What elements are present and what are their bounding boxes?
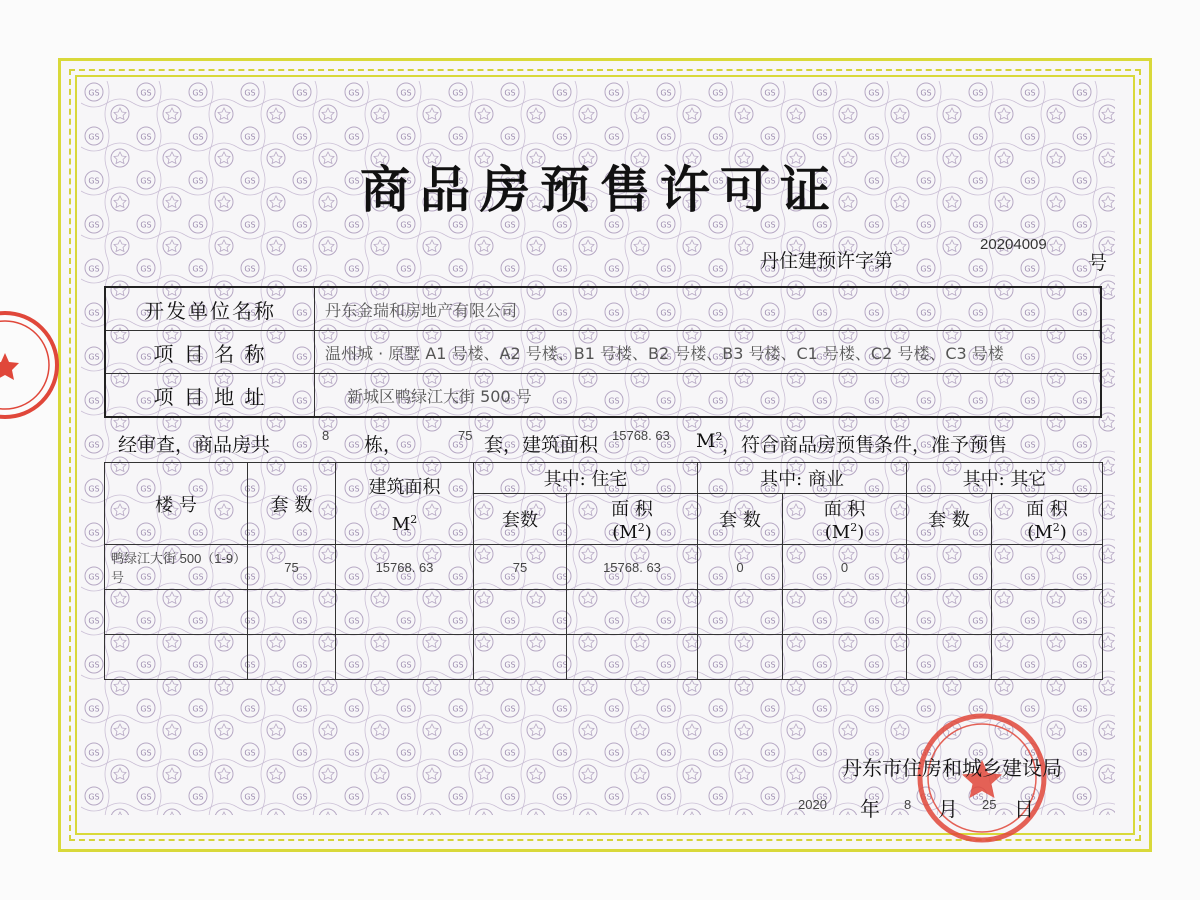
table-row <box>105 635 1103 680</box>
left-official-seal <box>0 300 70 430</box>
project-address-label: 项 目 地 址 <box>106 374 315 416</box>
subheader-res-area-unit: $(M^2)$ <box>612 521 652 543</box>
subheader-com-area-unit-m: (M <box>824 522 851 543</box>
subheader-res-area-unit-m: (M <box>612 522 638 543</box>
header-building-no: 楼 号 <box>105 463 248 545</box>
table-row <box>105 590 1103 635</box>
cell-com-area: 0 <box>783 545 907 590</box>
project-name-label: 项 目 名 称 <box>106 331 315 373</box>
cell-units <box>248 635 336 680</box>
permit-number: 20204009 <box>980 236 1047 253</box>
approval-units: 75 <box>458 428 473 443</box>
header-units: 套 数 <box>248 463 336 545</box>
subheader-oth-area <box>992 494 1103 545</box>
issuing-authority: 丹东市住房和城乡建设局 <box>842 756 1062 780</box>
header-commercial: 其中: 商业 <box>698 463 907 494</box>
approval-text-1: 经审查，商品房共 <box>118 434 271 456</box>
cell-com-units: 0 <box>698 545 783 590</box>
cell-res-units <box>474 590 567 635</box>
header-floor-area-unit-m: M <box>391 513 411 535</box>
date-year-label: 年 <box>860 797 880 821</box>
header-residential: 其中: 住宅 <box>474 463 698 494</box>
date-day: 25 <box>982 797 997 812</box>
subheader-oth-area-unit-m: (M <box>1027 522 1053 543</box>
project-address-value: 新城区鸭绿江大街 500 号 <box>347 386 532 406</box>
permit-prefix: 丹住建预许字第 <box>760 250 894 272</box>
cell-units: 75 <box>248 545 336 590</box>
cell-oth-units <box>907 545 992 590</box>
cell-area <box>336 635 474 680</box>
header-floor-area-unit: $M^2$ <box>391 512 418 535</box>
approval-buildings: 8 <box>322 428 330 443</box>
cell-com-area <box>783 590 907 635</box>
cell-building <box>105 590 248 635</box>
header-floor-area-label: 建筑面积 <box>368 476 441 498</box>
subheader-oth-area-unit: $(M^2)$ <box>1027 521 1067 543</box>
subheader-res-area-label: 面 积 <box>611 499 653 520</box>
approval-unit-m: M <box>696 430 716 452</box>
header-other: 其中: 其它 <box>907 463 1103 494</box>
project-address-row <box>106 374 1100 416</box>
subheader-oth-area-label: 面 积 <box>1026 499 1068 520</box>
approval-text-2: 栋， <box>364 434 403 456</box>
approval-statement <box>100 430 1100 458</box>
developer-row <box>106 288 1100 331</box>
table-row <box>105 545 1103 590</box>
subheader-com-area <box>783 494 907 545</box>
cell-res-area <box>567 590 698 635</box>
subheader-res-units: 套数 <box>474 494 567 545</box>
cell-oth-units <box>907 590 992 635</box>
project-name-row <box>106 331 1100 374</box>
project-name-value: 温州城 · 原墅 A1 号楼、A2 号楼、B1 号楼、B2 号楼、B3 号楼、C1 号楼、C2 号楼、C3 号楼 <box>325 343 1004 363</box>
cell-com-units <box>698 635 783 680</box>
subheader-com-units: 套 数 <box>698 494 783 545</box>
subheader-oth-units: 套 数 <box>907 494 992 545</box>
approval-text-3: 套，建筑面积 <box>484 434 599 456</box>
approval-text-5: ，符合商品房预售条件，准予预售 <box>722 434 1008 456</box>
date-year: 2020 <box>798 797 827 812</box>
issue-date <box>790 793 1090 823</box>
permit-suffix: 号 <box>1088 252 1108 274</box>
developer-value: 丹东金瑞和房地产有限公司 <box>325 300 518 320</box>
cell-res-area: 15768. 63 <box>567 545 698 590</box>
cell-units <box>248 590 336 635</box>
cell-area: 15768. 63 <box>336 545 474 590</box>
approval-unit-m2: M 2 <box>696 430 723 452</box>
document-title: 商品房预售许可证 <box>360 161 840 219</box>
cell-res-units <box>474 635 567 680</box>
subheader-res-area <box>567 494 698 545</box>
date-month-label: 月 <box>938 797 958 821</box>
date-day-label: 日 <box>1014 797 1034 821</box>
cell-building <box>105 635 248 680</box>
project-info-table <box>104 286 1102 418</box>
subheader-com-area-label: 面 积 <box>823 499 866 520</box>
subheader-com-area-unit: $(M^2)$ <box>824 521 865 543</box>
cell-oth-units <box>907 635 992 680</box>
building-area-table <box>104 462 1103 680</box>
cell-area <box>336 590 474 635</box>
cell-oth-area <box>992 545 1103 590</box>
cell-building: 鸭绿江大街 500（1-9）号 <box>105 545 248 590</box>
cell-com-area <box>783 635 907 680</box>
cell-oth-area <box>992 590 1103 635</box>
cell-res-units: 75 <box>474 545 567 590</box>
cell-com-units <box>698 590 783 635</box>
cell-res-area <box>567 635 698 680</box>
date-month: 8 <box>904 797 912 812</box>
developer-label: 开发单位名称 <box>106 288 315 330</box>
cell-oth-area <box>992 635 1103 680</box>
approval-area: 15768. 63 <box>612 428 670 443</box>
header-floor-area <box>336 463 474 545</box>
